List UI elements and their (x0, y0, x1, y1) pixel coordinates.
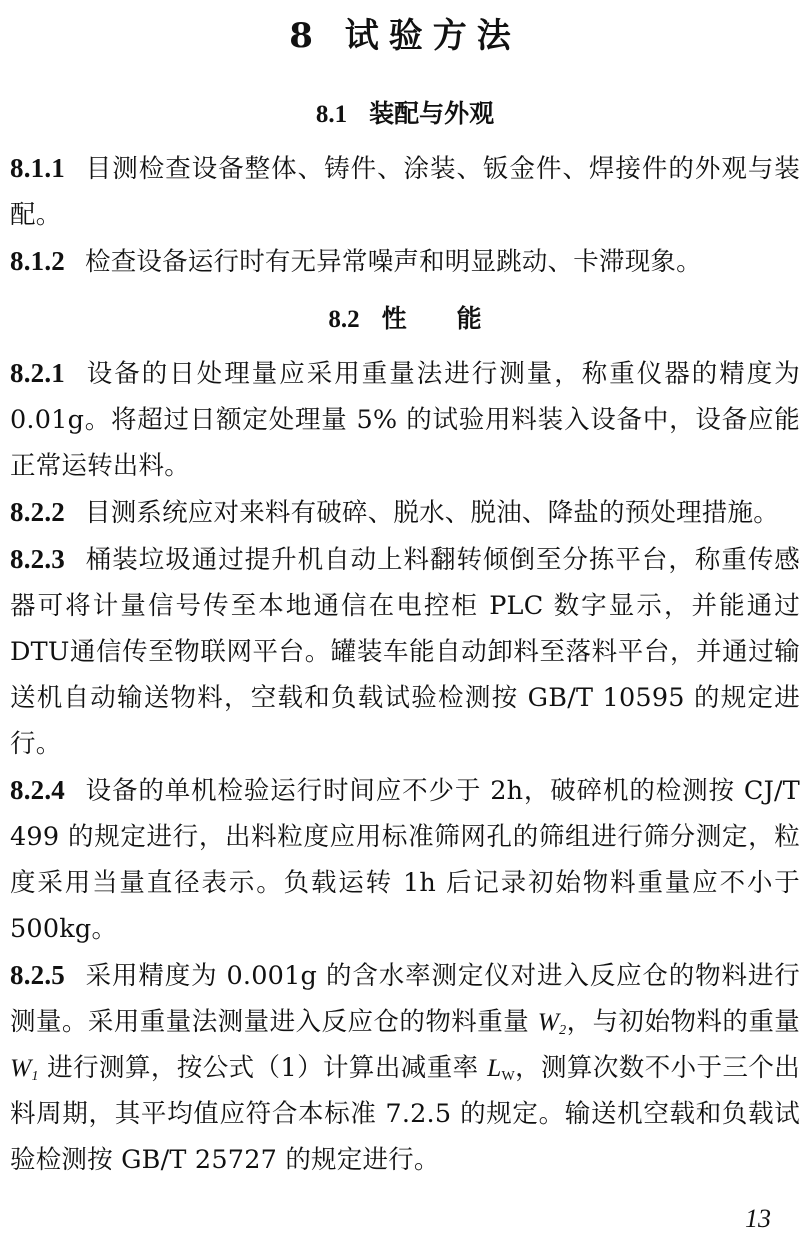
symbol-lw (487, 1053, 515, 1082)
clause-text: 设备的单机检验运行时间应不少于 2h，破碎机的检测按 CJ/T 499 的规定进行，出料粒度应用标准筛网孔的筛组进行筛分测定，粒度采用当量直径表示。负载运转 1h 后记录初始物料重量应不小于 500kg。 (10, 776, 800, 944)
section-title: 装配与外观 (369, 99, 495, 128)
clause-number: 8.2.5 (10, 960, 65, 990)
clause-number: 8.1.2 (10, 246, 65, 276)
symbol-subscript: W (501, 1069, 515, 1084)
symbol-subscript: 1 (31, 1069, 39, 1084)
clause-text: 桶装垃圾通过提升机自动上料翻转倾倒至分拣平台，称重传感器可将计量信号传至本地通信在电控柜 PLC 数字显示，并能通过 DTU通信传至物联网平台。罐装车能自动卸料至落料平台，并通过输送机自动输送物料，空载和负载试验检测按 GB/T 10595 的规定进行。 (10, 545, 800, 759)
symbol-w2 (538, 1007, 567, 1036)
symbol-subscript: 2 (559, 1023, 567, 1038)
clause-text: 设备的日处理量应采用重量法进行测量，称重仪器的精度为 0.01g。将超过日额定处理量 5% 的试验用料装入设备中，设备应能正常运转出料。 (10, 359, 800, 481)
clause-8-1-2 (10, 238, 800, 285)
section-number: 8.1 (315, 101, 348, 128)
symbol-letter: W (537, 1007, 560, 1036)
clause-number: 8.2.1 (10, 358, 65, 388)
clause-8-2-1 (10, 350, 800, 489)
clause-8-1-1 (10, 145, 800, 238)
clause-text: ，测算次数不小于三个出料周期，其平均值应符合本标准 7.2.5 的规定。输送机空载和负载试验检测按 GB/T 25727 的规定进行。 (10, 1053, 800, 1175)
clause-text: 进行测算，按公式（1）计算出减重率 (38, 1053, 488, 1083)
symbol-letter: L (487, 1053, 502, 1082)
symbol-w1 (10, 1053, 39, 1082)
clause-number: 8.1.1 (10, 153, 65, 183)
clause-8-2-3 (10, 536, 800, 767)
clause-8-2-2 (10, 489, 800, 536)
chapter-title: 8 试验方法 (289, 16, 521, 56)
section-heading-8-2 (10, 299, 800, 340)
clause-text: 检查设备运行时有无异常噪声和明显跳动、卡滞现象。 (85, 247, 702, 277)
clause-number: 8.2.2 (10, 497, 65, 527)
symbol-letter: W (10, 1053, 32, 1082)
clause-text: 目测检查设备整体、铸件、涂装、钣金件、焊接件的外观与装配。 (10, 154, 800, 230)
clause-8-2-4 (10, 767, 800, 952)
page-number: 13 (745, 1204, 771, 1233)
section-number: 8.2 (328, 306, 360, 333)
clause-number: 8.2.4 (10, 775, 65, 805)
section-heading-8-1 (10, 94, 800, 135)
clause-text: 采用精度为 0.001g 的含水率测定仪对进入反应仓的物料进行测量。采用重量法测量进入反应仓的物料重量 (10, 961, 800, 1037)
clause-number: 8.2.3 (10, 544, 65, 574)
clause-8-2-5 (10, 952, 800, 1183)
section-title: 性 能 (381, 304, 482, 333)
clause-text: 目测系统应对来料有破碎、脱水、脱油、降盐的预处理措施。 (85, 498, 779, 528)
clause-text: ，与初始物料的重量 (566, 1007, 800, 1037)
